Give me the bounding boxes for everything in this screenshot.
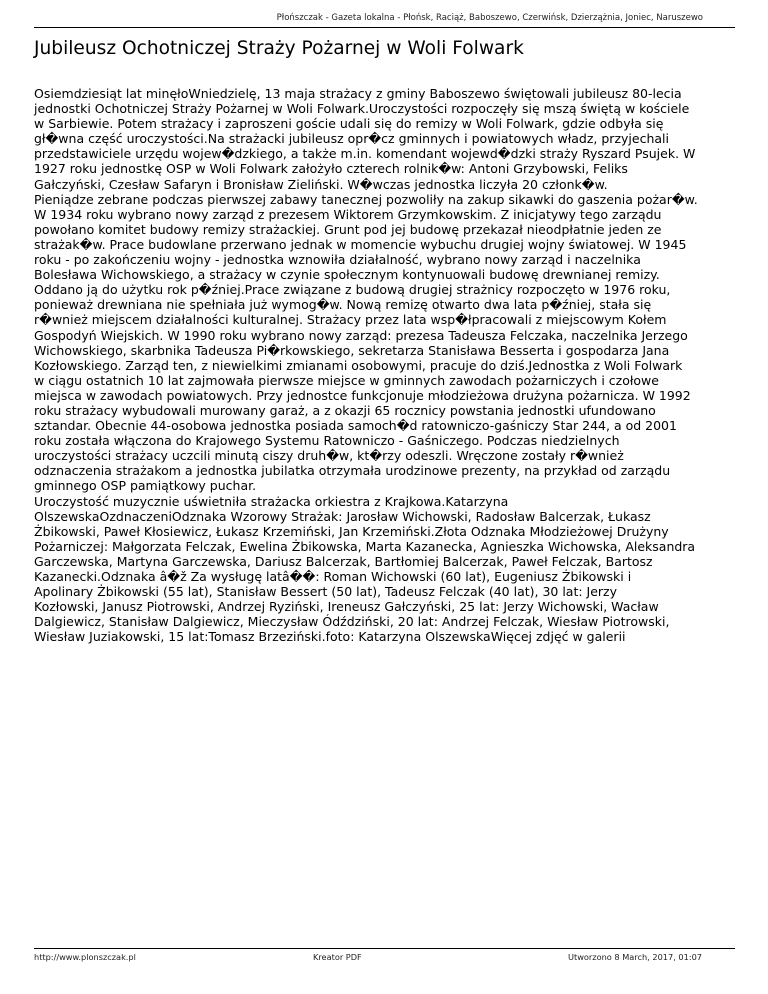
article-line: jednostki Ochotniczej Straży Pożarnej w Woli Folwark.Uroczystości rozpoczęły się mszą świętą w kościele [34, 101, 690, 117]
page-header-text: Płońszczak - Gazeta lokalna - Płońsk, Raciąż, Baboszewo, Czerwińsk, Dzierzążnia, Joniec, Naruszewo [276, 13, 703, 23]
article-line: ponieważ drewniana nie spełniała już wymog�w. Nową remizę otwarto dwa lata p�źniej, stała się [34, 297, 652, 313]
article-title: Jubileusz Ochotniczej Straży Pożarnej w Woli Folwark [34, 38, 524, 59]
article-line: Gospodyń Wiejskich. W 1990 roku wybrano nowy zarząd: prezesa Tadeusza Felczaka, naczelnika Jerzego [34, 327, 688, 343]
article-line: roku strażacy wybudowali murowany garaż, a z okazji 65 rocznicy powstania jednostki ufundowano [34, 402, 656, 418]
article-line: gł�wna część uroczystości.Na strażacki jubileusz opr�cz gminnych i powiatowych władz, przyjechali [34, 131, 669, 147]
article-line: Kozłowskiego. Zarząd ten, z niewielkimi zmianami osobowymi, pracuje do dziś.Jednostka z Woli Folwark [34, 357, 683, 373]
article-line: powołano komitet budowy remizy strażackiej. Grunt pod jej budowę przekazał nieodpłatnie jeden ze [34, 221, 662, 237]
article-line: Garczewska, Martyna Garczewska, Dariusz Balcerzak, Bartłomiej Balcerzak, Paweł Felczak, Bartosz [34, 553, 653, 569]
article-line: Dalgiewicz, Stanisław Dalgiewicz, Mieczysław Ódździński, 20 lat: Andrzej Felczak, Wiesław Piotrowski, [34, 614, 670, 630]
footer-url[interactable]: http://www.plonszczak.pl [34, 952, 136, 962]
article-line: gminnego OSP pamiątkowy puchar. [34, 478, 257, 494]
article-body [34, 86, 754, 644]
article-line: przedstawiciele urzędu wojew�dzkiego, a także m.in. komendant wojewd�dzki straży Ryszard Psujek. W [34, 146, 696, 162]
article-line: roku - po zakończeniu wojny - jednostka wznowiła działalność, wybrano nowy zarząd i naczelnika [34, 252, 641, 268]
article-line: w ciągu ostatnich 10 lat zajmowała pierwsze miejsce w gminnych zawodach pożarniczych i czołowe [34, 372, 659, 388]
article-line: Bolesława Wichowskiego, a strażacy w czynie społecznym kontynuowali budowę drewnianej remizy. [34, 267, 660, 283]
article-line: roku została włączona do Krajowego Systemu Ratowniczo - Gaśniczego. Podczas niedzielnych [34, 433, 620, 449]
article-line: Oddano ją do użytku rok p�źniej.Prace związane z budową drugiej strażnicy rozpoczęto w 1976 roku, [34, 282, 671, 298]
article-line: Osiemdziesiąt lat minęłoWniedzielę, 13 maja strażacy z gminy Baboszewo świętowali jubileusz 80-lecia [34, 86, 682, 101]
article-line: r�wnież miejscem działalności kulturalnej. Strażacy przez lata wsp�łpracowali z miejscowym Kołem [34, 312, 667, 328]
footer-created-date: Utworzono 8 March, 2017, 01:07 [568, 952, 702, 962]
article-line: strażak�w. Prace budowlane przerwano jednak w momencie wybuchu drugiej wojny światowej. W 1945 [34, 236, 687, 252]
article-line: W 1934 roku wybrano nowy zarząd z prezesem Wiktorem Grzymkowskim. Z inicjatywy tego zarządu [34, 206, 662, 222]
article-line: Apolinary Żbikowski (55 lat), Stanisław Bessert (50 lat), Tadeusz Felczak (40 lat), 30 lat: Jerzy [34, 584, 618, 600]
footer-divider [34, 948, 735, 949]
header-divider [34, 27, 735, 28]
article-line: odznaczenia strażakom a jednostka jubilatka otrzymała urodzinowe prezenty, na przykład od zarządu [34, 463, 671, 479]
article-line: Pieniądze zebrane podczas pierwszej zabawy tanecznej pozwoliły na zakup sikawki do gaszenia pożar�w. [34, 191, 698, 207]
article-line: Uroczystość muzycznie uświetniła strażacka orkiestra z Krajkowa.Katarzyna [34, 493, 509, 509]
article-line: Wichowskiego, skarbnika Tadeusza Pi�rkowskiego, sekretarza Stanisława Besserta i gospodarza Jana [34, 342, 670, 358]
article-line: Żbikowski, Paweł Kłosiewicz, Łukasz Krzemiński, Jan Krzemiński.Złota Odznaka Młodzieżowej Drużyny [34, 523, 669, 539]
footer-generator: Kreator PDF [313, 952, 362, 962]
article-line: w Sarbiewie. Potem strażacy i zaproszeni goście udali się do remizy w Woli Folwark, gdzie odbyła się [34, 116, 664, 132]
article-line: OlszewskaOzdnaczeniOdznaka Wzorowy Strażak: Jarosław Wichowski, Radosław Balcerzak, Łukasz [34, 508, 651, 524]
article-line: Pożarniczej: Małgorzata Felczak, Ewelina Żbikowska, Marta Kazanecka, Agnieszka Wichowska, Aleksandra [34, 538, 696, 554]
article-line: Kozłowski, Janusz Piotrowski, Andrzej Ryziński, Ireneusz Gałczyński, 25 lat: Jerzy Wichowski, Wacław [34, 599, 659, 615]
article-line: sztandar. Obecnie 44-osobowa jednostka posiada samoch�d ratowniczo-gaśniczy Star 244, a od 2001 [34, 418, 677, 434]
article-line: Wiesław Juziakowski, 15 lat:Tomasz Brzeziński.foto: Katarzyna OlszewskaWięcej zdjęć w galerii [34, 629, 626, 645]
article-line: uroczystości strażacy uczcili minutą ciszy druh�w, kt�rzy odeszli. Wręczone zostały r�wnież [34, 448, 624, 464]
article-line: miejsca w zawodach powiatowych. Przy jednostce funkcjonuje młodzieżowa drużyna pożarnicza. W 1992 [34, 387, 691, 403]
article-line: Kazanecki.Odznaka â�ž Za wysługę latâ��: Roman Wichowski (60 lat), Eugeniusz Żbikowski i [34, 569, 632, 584]
article-line: Gałczyński, Czesław Safaryn i Bronisław Zieliński. W�wczas jednostka liczyła 20 członk�w. [34, 176, 608, 192]
article-line: 1927 roku jednostkę OSP w Woli Folwark założyło czterech rolnik�w: Antoni Grzybowski, Feliks [34, 161, 628, 177]
